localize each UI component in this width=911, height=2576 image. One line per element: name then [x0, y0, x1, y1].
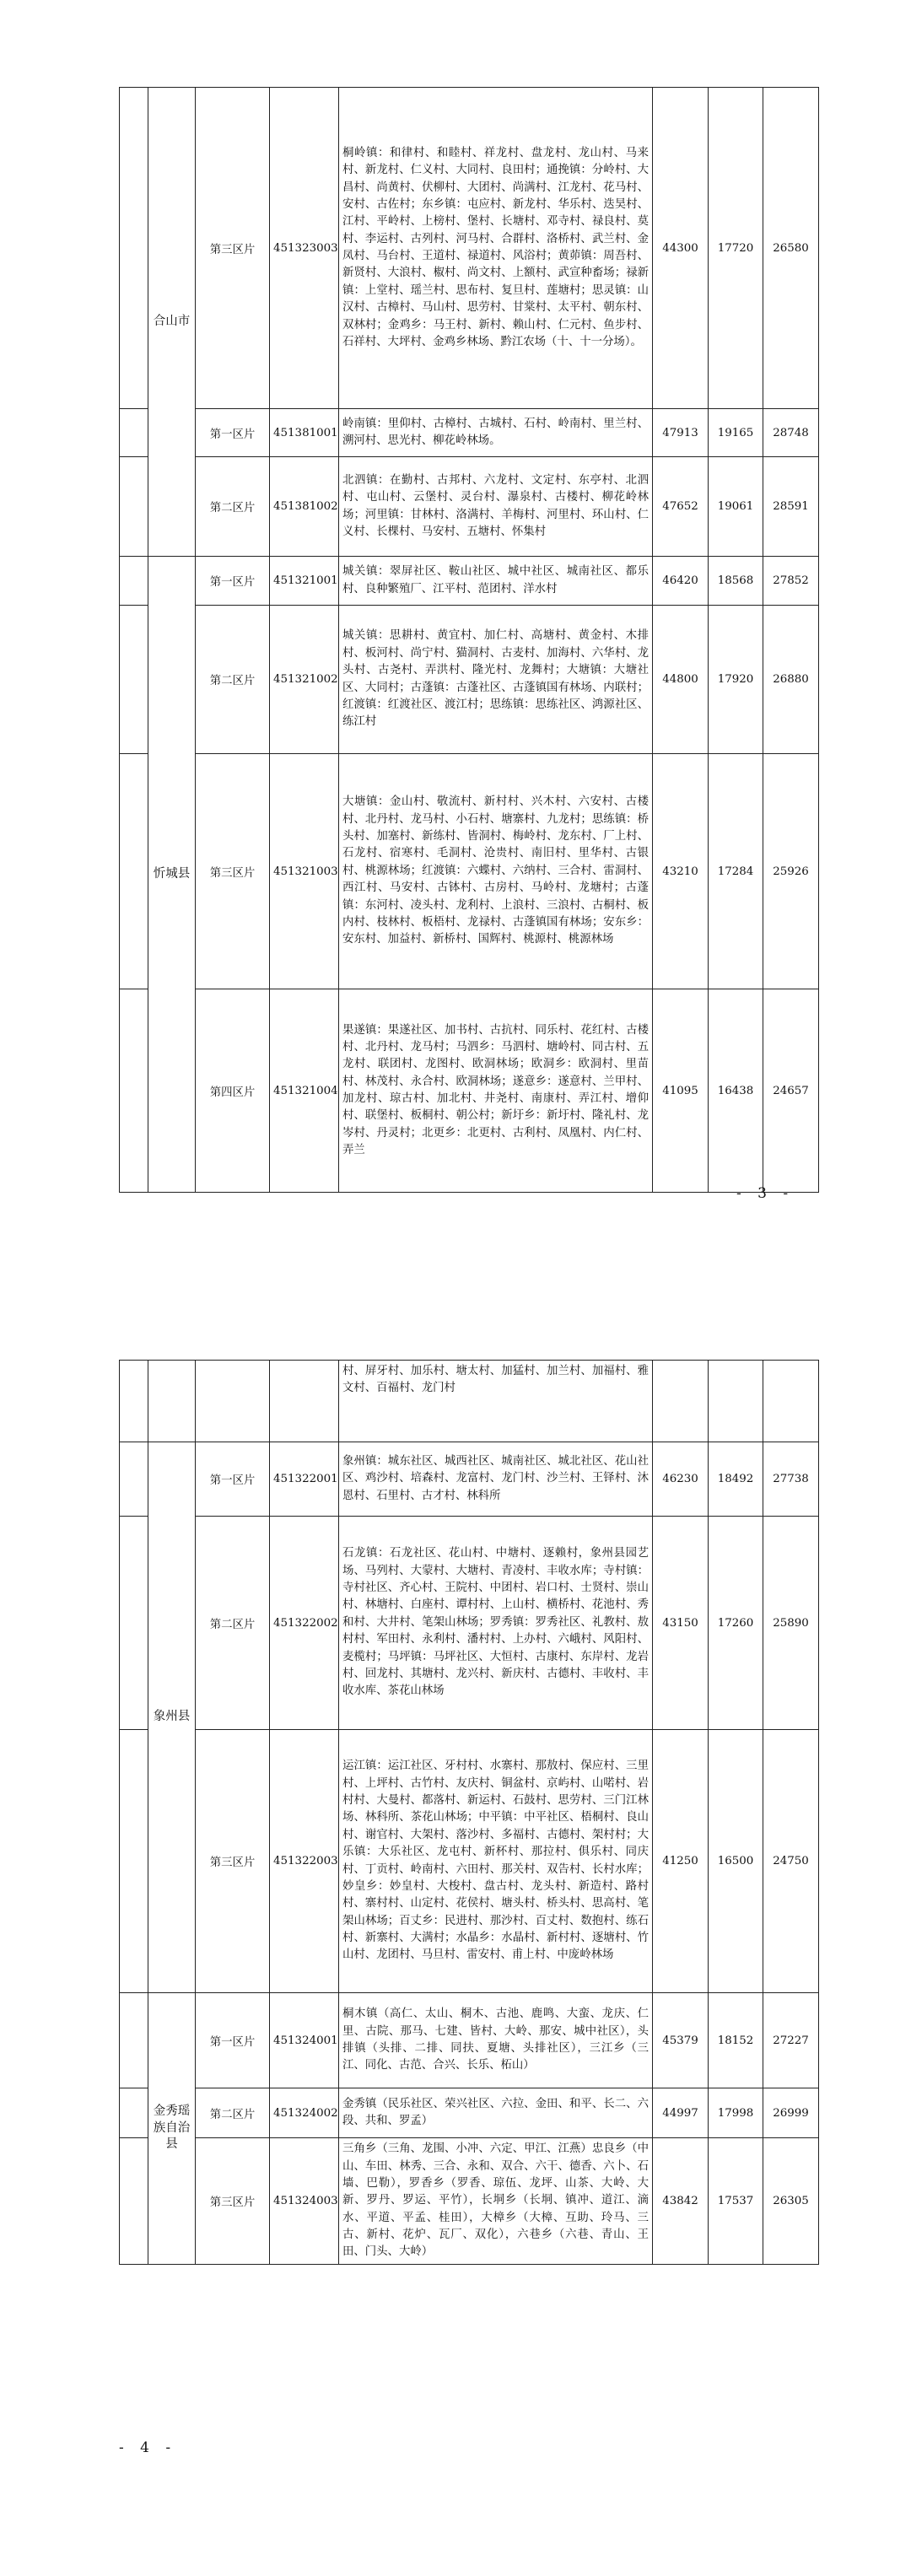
- zone-cell: 第二区片: [196, 606, 270, 754]
- value-cell-2: [709, 1361, 763, 1442]
- area-cell: 桐木镇（高仁、太山、桐木、古池、鹿鸣、大蛮、龙庆、仁里、古院、那马、七建、皆村、大岭、那安、城中社区），头排镇（头排、二排、同扶、夏塘、头排社区），三江乡（三江、同化、古范、合兴、长乐、柘山）: [339, 1993, 653, 2088]
- code-cell: 451322001: [270, 1442, 339, 1517]
- value-cell-1: 46420: [653, 557, 709, 606]
- area-cell: 大塘镇：金山村、敬流村、新村村、兴木村、六安村、古楼村、北丹村、龙马村、小石村、塘寨村、九龙村；思练镇：桥头村、加塞村、新练村、皆洞村、梅岭村、龙东村、厂上村、石龙村、宿寒村、毛洞村、沧贵村、南旧村、里华村、古银村、桃源林场；红渡镇：六蝶村、六纳村、三合村、雷洞村、西江村、马安村、古钵村、古房村、马岭村、龙塘村；古蓬镇：东河村、凌头村、龙利村、上浪村、三浪村、古桐村、板内村、枝林村、板梧村、龙禄村、古蓬镇国有林场；安东乡：安东村、加益村、新桥村、国辉村、桃源村、桃源林场: [339, 754, 653, 989]
- code-cell: 451381001: [270, 409, 339, 457]
- table-row: [120, 989, 819, 1193]
- code-cell: 451322003: [270, 1730, 339, 1993]
- table-row: [120, 457, 819, 557]
- value-cell-1: 43210: [653, 754, 709, 989]
- page-number: - 4 -: [119, 2439, 177, 2456]
- value-cell-2: 17537: [709, 2138, 763, 2265]
- value-cell-1: 43842: [653, 2138, 709, 2265]
- value-cell-2: 19061: [709, 457, 763, 557]
- code-cell: 451323003: [270, 88, 339, 409]
- area-cell: 桐岭镇：和律村、和睦村、祥龙村、盘龙村、龙山村、马来村、新龙村、仁义村、大同村、良田村；通挽镇：分岭村、大昌村、尚黄村、伏柳村、大团村、尚满村、江龙村、花马村、安村、古佐村；东乡镇：屯应村、新龙村、华乐村、迭昊村、江村、平岭村、上榜村、堡村、长塘村、邓寺村、禄良村、莫村、李运村、古列村、河马村、合群村、洛桥村、武兰村、金凤村、马台村、王道村、禄道村、风浴村；黄茆镇：周吾村、新贤村、大浪村、椒村、尚文村、上额村、武宣种畜场；禄新镇：上堂村、瑶兰村、思布村、复旦村、莲塘村；思灵镇：山汉村、古樟村、马山村、思劳村、甘棠村、太平村、朝东村、双林村；金鸡乡：马王村、新村、赖山村、仁元村、鱼步村、石祥村、大坪村、金鸡乡林场、黔江农场（十、十一分场）。: [339, 88, 653, 409]
- value-cell-2: 19165: [709, 409, 763, 457]
- table-row: [120, 2088, 819, 2138]
- value-cell-3: 24750: [763, 1730, 819, 1993]
- value-cell-3: 28591: [763, 457, 819, 557]
- zone-cell: 第三区片: [196, 2138, 270, 2265]
- table-row: [120, 557, 819, 606]
- value-cell-1: 44800: [653, 606, 709, 754]
- county-cell: 合山市: [148, 88, 196, 557]
- value-cell-3: 28748: [763, 409, 819, 457]
- value-cell-1: 41095: [653, 989, 709, 1193]
- table-row: [120, 754, 819, 989]
- area-cell: 象州镇：城东社区、城西社区、城南社区、城北社区、花山社区、鸡沙村、培森村、龙富村、龙门村、沙兰村、王铎村、沐恩村、石里村、古才村、林科所: [339, 1442, 653, 1517]
- code-cell: 451324001: [270, 1993, 339, 2088]
- area-cell: 金秀镇（民乐社区、荣兴社区、六拉、金田、和平、长二、六段、共和、罗孟）: [339, 2088, 653, 2138]
- value-cell-2: 17260: [709, 1517, 763, 1730]
- value-cell-1: 44300: [653, 88, 709, 409]
- value-cell-2: 18152: [709, 1993, 763, 2088]
- table-row: [120, 1442, 819, 1517]
- zone-cell: 第一区片: [196, 1993, 270, 2088]
- table-row: [120, 409, 819, 457]
- code-cell: 451324003: [270, 2138, 339, 2265]
- value-cell-3: 25890: [763, 1517, 819, 1730]
- county-cell: [148, 1361, 196, 1442]
- code-cell: 451381002: [270, 457, 339, 557]
- code-cell: 451324002: [270, 2088, 339, 2138]
- county-cell: 金秀瑶族自治县: [148, 1993, 196, 2265]
- county-cell: 忻城县: [148, 557, 196, 1193]
- value-cell-3: 26999: [763, 2088, 819, 2138]
- area-cell: 村、屏牙村、加乐村、塘太村、加猛村、加兰村、加福村、雅文村、百福村、龙门村: [339, 1361, 653, 1442]
- value-cell-3: 25926: [763, 754, 819, 989]
- value-cell-1: 46230: [653, 1442, 709, 1517]
- value-cell-2: 16500: [709, 1730, 763, 1993]
- value-cell-3: 24657: [763, 989, 819, 1193]
- zone-cell: 第一区片: [196, 557, 270, 606]
- table-row: [120, 2138, 819, 2265]
- table-row: [120, 606, 819, 754]
- value-cell-2: 16438: [709, 989, 763, 1193]
- value-cell-2: 18568: [709, 557, 763, 606]
- zone-cell: 第三区片: [196, 88, 270, 409]
- land-price-table-page-4: [119, 1360, 819, 2265]
- page-number: - 3 -: [736, 1185, 795, 1202]
- code-cell: [270, 1361, 339, 1442]
- value-cell-2: 17720: [709, 88, 763, 409]
- zone-cell: 第二区片: [196, 2088, 270, 2138]
- code-cell: 451321002: [270, 606, 339, 754]
- table-row: [120, 1730, 819, 1993]
- value-cell-3: 27738: [763, 1442, 819, 1517]
- value-cell-1: 41250: [653, 1730, 709, 1993]
- value-cell-1: [653, 1361, 709, 1442]
- table-row: [120, 1361, 819, 1442]
- area-cell: 果遂镇：果遂社区、加书村、古抗村、同乐村、花红村、古楼村、北丹村、龙马村；马泗乡：马泗村、塘岭村、同古村、五龙村、联团村、龙图村、欧洞林场；欧洞乡：欧洞村、里苗村、林茂村、永合村、欧洞林场；遂意乡：遂意村、兰甲村、加龙村、琼古村、加北村、井尧村、南康村、弄江村、增仰村、联堡村、板桐村、朝公村；新圩乡：新圩村、隆礼村、龙岑村、丹灵村；北更乡：北更村、古利村、凤凰村、内仁村、弄兰: [339, 989, 653, 1193]
- value-cell-3: [763, 1361, 819, 1442]
- zone-cell: 第三区片: [196, 754, 270, 989]
- value-cell-1: 47652: [653, 457, 709, 557]
- zone-cell: 第四区片: [196, 989, 270, 1193]
- zone-cell: 第一区片: [196, 1442, 270, 1517]
- code-cell: 451322002: [270, 1517, 339, 1730]
- area-cell: 北泗镇：在勤村、古邦村、六龙村、文定村、东亭村、北泗村、屯山村、云堡村、灵台村、瀑泉村、古楼村、柳花岭林场；河里镇：甘林村、洛满村、羊梅村、河里村、环山村、仁义村、长棵村、马安村、五塘村、怀集村: [339, 457, 653, 557]
- value-cell-2: 18492: [709, 1442, 763, 1517]
- value-cell-3: 27227: [763, 1993, 819, 2088]
- value-cell-3: 26880: [763, 606, 819, 754]
- value-cell-1: 44997: [653, 2088, 709, 2138]
- value-cell-1: 47913: [653, 409, 709, 457]
- value-cell-1: 45379: [653, 1993, 709, 2088]
- value-cell-3: 27852: [763, 557, 819, 606]
- table-row: [120, 88, 819, 409]
- value-cell-3: 26305: [763, 2138, 819, 2265]
- area-cell: 运江镇：运江社区、牙村村、水寨村、那敖村、保应村、三里村、上坪村、古竹村、友庆村、铜盆村、京屿村、山喏村、岩村村、大曼村、都落村、新运村、石鼓村、思劳村、三门江林场、林科所、茶花山林场；中平镇：中平社区、梧桐村、良山村、谢官村、大架村、落沙村、多福村、古德村、架村村；大乐镇：大乐社区、龙屯村、新杯村、那拉村、俱乐村、同庆村、丁贡村、岭南村、六田村、那关村、双告村、长村水库；妙皇乡：妙皇村、大梭村、盘古村、龙头村、新造村、路村村、寨村村、山定村、花侯村、塘头村、桥头村、思高村、笔架山林场；百丈乡：民进村、那沙村、百丈村、数抱村、练石村、新寨村、大满村；水晶乡：水晶村、新村村、逐塘村、竹山村、龙团村、马旦村、雷安村、甫上村、中庞岭林场: [339, 1730, 653, 1993]
- table-row: [120, 1993, 819, 2088]
- area-cell: 岭南镇：里仰村、古樟村、古城村、石村、岭南村、里兰村、溯河村、思光村、柳花岭林场。: [339, 409, 653, 457]
- zone-cell: 第二区片: [196, 457, 270, 557]
- county-cell: 象州县: [148, 1442, 196, 1993]
- value-cell-2: 17998: [709, 2088, 763, 2138]
- table-row: [120, 1517, 819, 1730]
- area-cell: 城关镇：翠屏社区、鞍山社区、城中社区、城南社区、都乐村、良种繁殖厂、江平村、范团村、洋水村: [339, 557, 653, 606]
- code-cell: 451321003: [270, 754, 339, 989]
- area-cell: 三角乡（三角、龙围、小冲、六定、甲江、江燕）忠良乡（中山、车田、林秀、三合、永和、双合、六干、德香、六卜、石墙、巴勒），罗香乡（罗香、琼伍、龙坪、山茶、大岭、大新、罗丹、罗运、平竹），长垌乡（长垌、镇冲、道江、滴水、平道、平孟、桂田），大樟乡（大樟、互助、玲马、三古、新村、花炉、瓦厂、双化），六巷乡（六巷、青山、王田、门头、大岭）: [339, 2138, 653, 2265]
- value-cell-2: 17284: [709, 754, 763, 989]
- code-cell: 451321001: [270, 557, 339, 606]
- zone-cell: 第一区片: [196, 409, 270, 457]
- land-price-table-page-3: [119, 87, 819, 1193]
- value-cell-3: 26580: [763, 88, 819, 409]
- zone-cell: 第二区片: [196, 1517, 270, 1730]
- area-cell: 石龙镇：石龙社区、花山村、中塘村、逐赖村，象州县园艺场、马列村、大蒙村、大塘村、青凌村、丰收水库；寺村镇：寺村社区、齐心村、王院村、中团村、岩口村、士贤村、崇山村、林塘村、白座村、谭村村、上山村、横桥村、花池村、秀和村、大井村、笔架山林场；罗秀镇：罗秀社区、礼教村、敖村村、军田村、永利村、潘村村、上办村、六峨村、风阳村、麦榄村；马坪镇：马坪社区、大恒村、古康村、东岸村、龙岩村、回龙村、其塘村、龙兴村、新庆村、古德村、丰收村、丰收水库、茶花山林场: [339, 1517, 653, 1730]
- value-cell-1: 43150: [653, 1517, 709, 1730]
- code-cell: 451321004: [270, 989, 339, 1193]
- value-cell-2: 17920: [709, 606, 763, 754]
- zone-cell: [196, 1361, 270, 1442]
- zone-cell: 第三区片: [196, 1730, 270, 1993]
- area-cell: 城关镇：思耕村、黄宜村、加仁村、高塘村、黄金村、木排村、板河村、尚宁村、猫洞村、古麦村、加海村、六华村、龙头村、古尧村、弄洪村、隆光村、龙舞村；大塘镇：大塘社区、大同村；古蓬镇：古蓬社区、古蓬镇国有林场、内联村；红渡镇：红渡社区、渡江村；思练镇：思练社区、鸿源社区、练江村: [339, 606, 653, 754]
